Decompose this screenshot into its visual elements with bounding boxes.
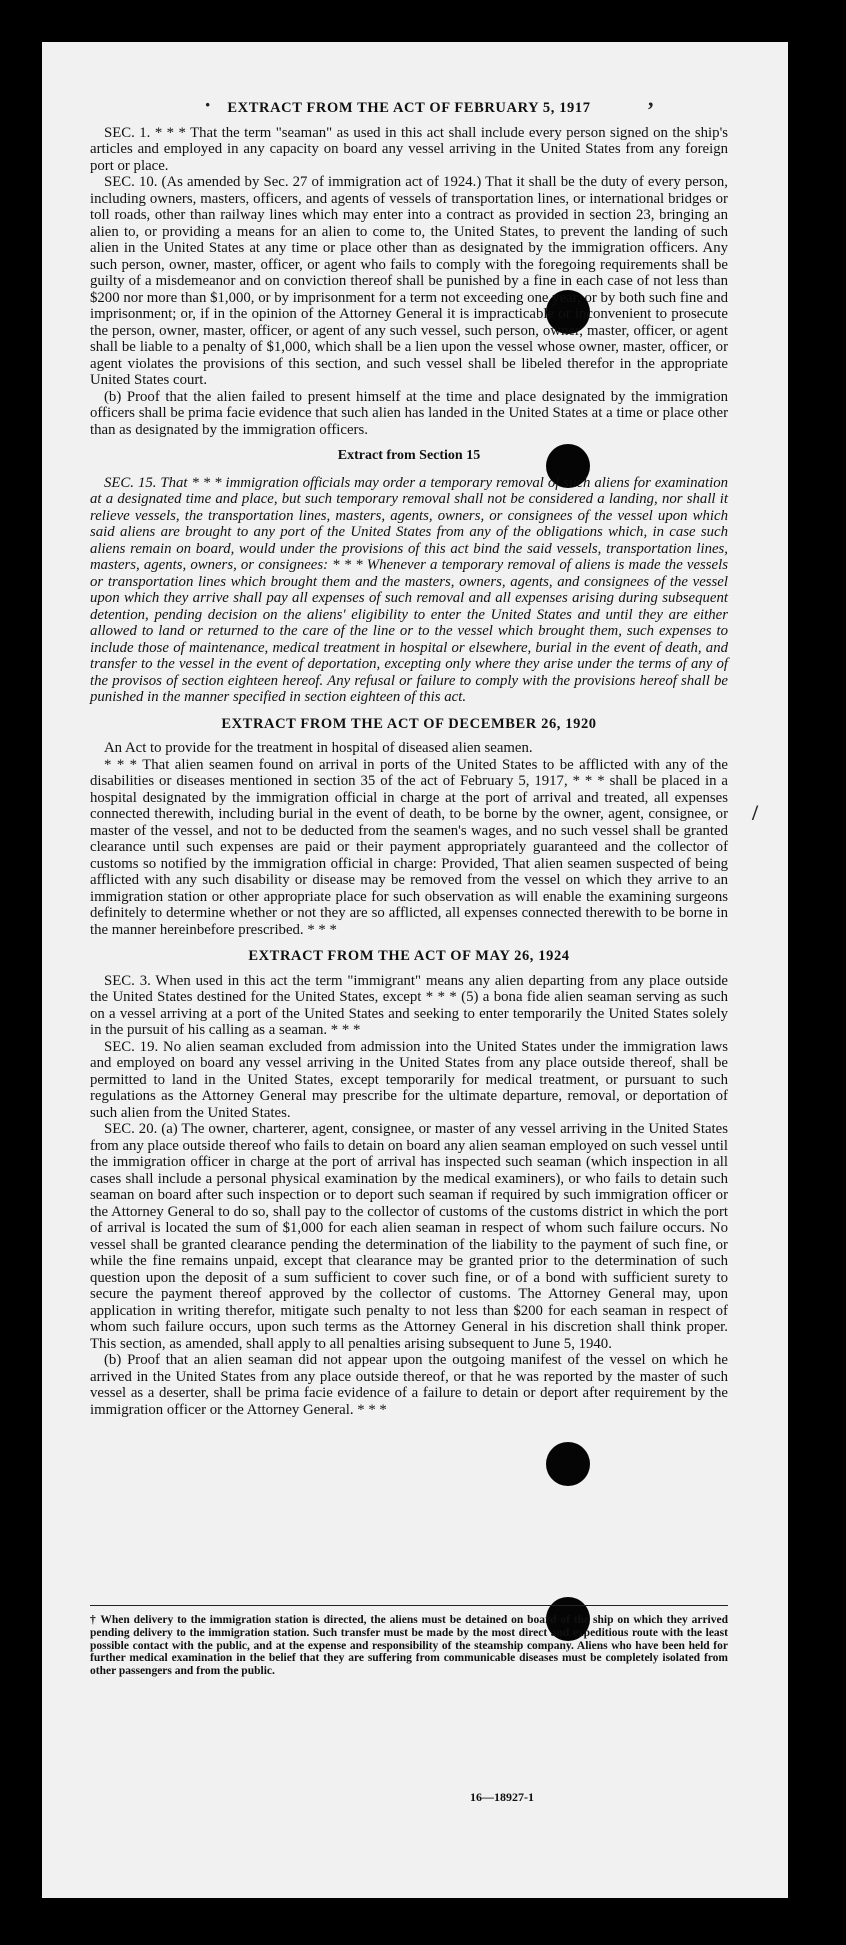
ink-mark: / xyxy=(752,800,759,825)
paragraph: SEC. 20. (a) The owner, charterer, agent, consignee, or master of any vessel arriving in the United States from any place outside thereof who fails to detain on board any alien seaman employed on such vessel until the immigration officer in charge at the port of arrival has inspected such seaman (which inspection in all cases shall include a personal physical examination by the medical examiners), or who fails to detain such seaman on board after such inspection or to deport such seaman if required by such immigration officer or the Attorney General to do so, shall pay to the collector of customs of the customs district in which the port of arrival is located the sum of $1,000 for each alien seaman in respect of whom such failure occurs. No vessel shall be granted clearance pending the determination of the liability to the payment of such fine, or while the fine remains unpaid, except that clearance may be granted prior to the determination of such question upon the deposit of a sum sufficient to cover such fine, or of a bond with sufficient surety to secure the payment thereof approved by the collector of customs. The Attorney General may, upon application in writing therefor, mitigate such penalty to not less than $200 for each seaman in respect of whom such failure occurs, upon such terms as the Attorney General in his discretion shall think proper. This section, as amended, shall apply to all penalties arising subsequent to June 5, 1940. xyxy=(90,1121,728,1352)
ink-mark: · xyxy=(204,92,212,117)
heading-act-1920: EXTRACT FROM THE ACT OF DECEMBER 26, 1920 xyxy=(221,715,597,732)
paragraph: SEC. 19. No alien seaman excluded from admission into the United States under the immigration laws and employed on board any vessel arriving in the United States from any place outside thereof, shall be permitted to land in the United States, except temporarily for medical treatment, or pursuant to such regulations as the Attorney General may prescribe for the ultimate departure, removal, or deportation of such alien from the United States. xyxy=(90,1038,728,1121)
document-body xyxy=(90,100,728,1418)
paragraph: * * * That alien seamen found on arrival in ports of the United States to be afflicted with any of the disabilities or diseases mentioned in section 35 of the act of February 5, 1917, * * * shall be placed in a hospital designated by the immigration official in charge at the port of arrival and treated, all expenses connected therewith, including burial in the event of death, to be borne by the owner, agent, consignee, or master of the vessel, and not to be deducted from the seamen's wages, and no such vessel shall be granted clearance until such expenses are paid or their payment appropriately guaranteed and the collector of customs so notified by the immigration official in charge: Provided, That alien seamen suspected of being afflicted with any such disability or disease may be removed from the vessel on which they arrive to an immigration station or other appropriate place for such observation as will enable the examining surgeons definitely to determine whether or not they are so afflicted, all expenses connected therewith to be borne in the manner hereinbefore prescribed. * * * xyxy=(90,756,728,938)
footnote: † When delivery to the immigration station is directed, the aliens must be detained on board of the ship on which they arrived pending delivery to the immigration station. Such transfer must be made by the most direct and expeditious route with the least possible contact with the public, and at the expense and responsibility of the steamship company. Aliens who have been held for further medical examination in the belief that they are suffering from communicable diseases must be completely isolated from other passengers and from the public. xyxy=(90,1605,728,1678)
paragraph: SEC. 1. * * * That the term "seaman" as used in this act shall include every person signed on the ship's articles and employed in any capacity on board any vessel arriving in the United States from any foreign port or place. xyxy=(90,124,728,174)
paragraph: SEC. 3. When used in this act the term "immigrant" means any alien departing from any place outside the United States destined for the United States, except * * * (5) a bona fide alien seaman serving as such on a vessel arriving at a port of the United States and seeking to enter temporarily the United States solely in the pursuit of his calling as a seaman. * * * xyxy=(90,972,728,1038)
heading-act-1917: EXTRACT FROM THE ACT OF FEBRUARY 5, 1917 xyxy=(227,100,591,116)
punch-hole-3 xyxy=(546,1442,590,1486)
form-code: 16—18927-1 xyxy=(470,1790,534,1804)
paragraph: (b) Proof that the alien failed to present himself at the time and place designated by the immigration officers shall be prima facie evidence that such alien has landed in the United States at a time or place other than as designated by the immigration officers. xyxy=(90,388,728,438)
paragraph: SEC. 15. That * * * immigration officials may order a temporary removal of such aliens for examination at a designated time and place, but such temporary removal shall not be considered a landing, nor shall it relieve vessels, the transportation lines, masters, agents, owners, or consignees of the vessel upon which said aliens are brought to any port of the United States from any of the obligations which, in case such aliens remain on board, would under the provisions of this act bind the said vessels, transportation lines, masters, agents, owners, or consignees: * * * Whenever a temporary removal of aliens is made the vessels or transportation lines which brought them and the masters, owners, agents, and consignees of the vessel upon which they arrive shall pay all expenses of such removal and all expenses arising during subsequent detention, pending decision on the aliens' eligibility to enter the United States and until they are either allowed to land or returned to the care of the line or to the vessel which brought them, such expenses to include those of maintenance, medical treatment in hospital or elsewhere, burial in the event of death, and transfer to the vessel in the event of deportation, excepting only where they arise under the terms of any of the provisos of section eighteen hereof. Any refusal or failure to comply with the provisions hereof shall be punished in the manner specified in section eighteen of this act. xyxy=(90,474,728,705)
heading-section-15: Extract from Section 15 xyxy=(337,448,481,463)
paragraph: An Act to provide for the treatment in hospital of diseased alien seamen. xyxy=(104,740,533,756)
heading-act-1924: EXTRACT FROM THE ACT OF MAY 26, 1924 xyxy=(248,948,570,964)
paragraph: SEC. 10. (As amended by Sec. 27 of immigration act of 1924.) That it shall be the duty of every person, including owners, masters, officers, and agents of vessels of transportation lines, or international bridges or toll roads, other than railway lines which may enter into a contract as provided in section 23, bringing an alien to, or providing a means for an alien to come to, the United States, to prevent the landing of such alien in the United States at any time or place other than as designated by the immigration officers. Any such person, owner, master, officer, or agent who fails to comply with the foregoing requirements shall be guilty of a misdemeanor and on conviction thereof shall be punished by a fine in each case of not less than $200 nor more than $1,000, or by imprisonment for a term not exceeding one year, or by both such fine and imprisonment; or, if in the opinion of the Attorney General it is impracticable or inconvenient to prosecute the person, owner, master, officer, or agent of any such vessel, such person, owner, master, officer, or agent shall be liable to a penalty of $1,000, which shall be a lien upon the vessel whose owner, master, officer, or agent violates the provisions of this section, and such vessel shall be libeled therefor in the appropriate United States court. xyxy=(90,174,728,388)
paragraph: (b) Proof that an alien seaman did not appear upon the outgoing manifest of the vessel on which he arrived in the United States from any place outside thereof, or that he was reported by the master of such vessel as a deserter, shall be prima facie evidence of a failure to detain or deport after requirement by the immigration officer or the Attorney General. * * * xyxy=(90,1352,728,1418)
ink-mark: , xyxy=(648,86,654,111)
